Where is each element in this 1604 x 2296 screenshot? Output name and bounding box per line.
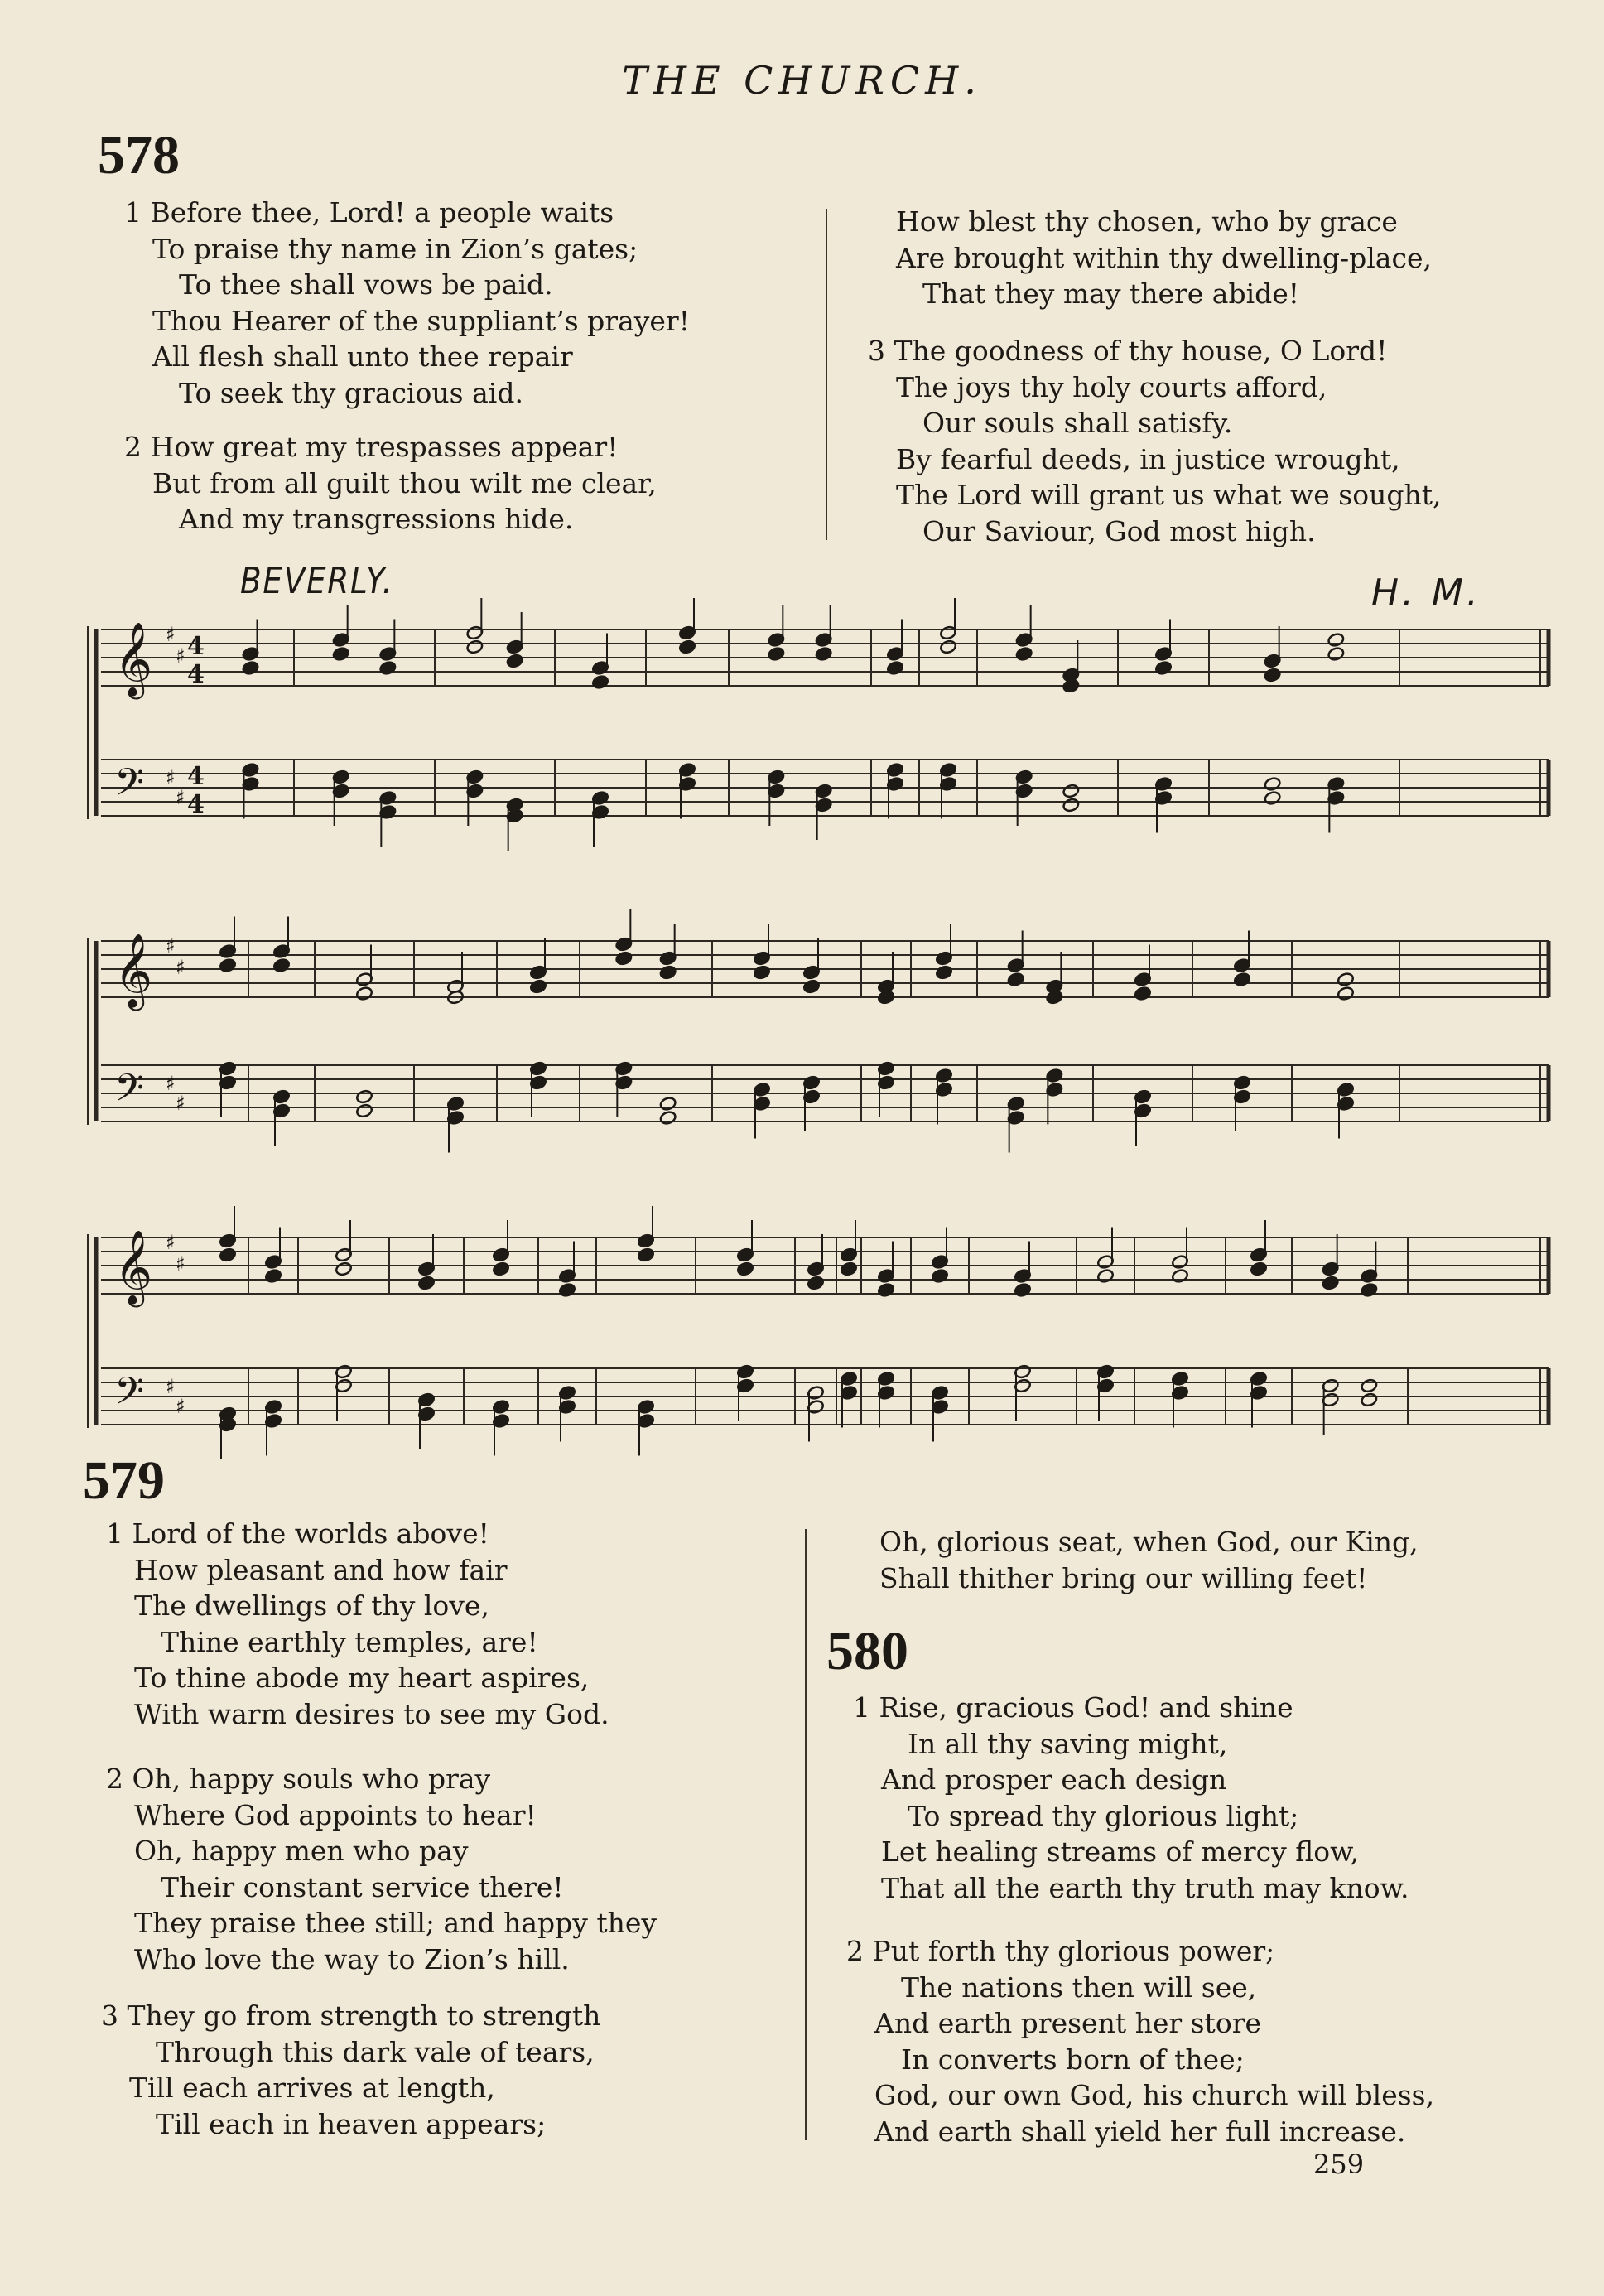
note-head xyxy=(1096,1268,1114,1283)
verse-line: Who love the way to Zion’s hill. xyxy=(134,1942,570,1975)
verse-line: 3 They go from strength to strength xyxy=(101,1999,601,2032)
note-head xyxy=(659,965,677,980)
note-head xyxy=(1264,668,1281,683)
note-head xyxy=(753,965,770,980)
verse-line: 2 Oh, happy souls who pray xyxy=(106,1763,491,1795)
verse-line: Where God appoints to hear! xyxy=(134,1798,537,1831)
note-head xyxy=(591,674,609,689)
page-number: 259 xyxy=(1313,2149,1365,2180)
note-head xyxy=(272,957,290,972)
hymn-579-stanza-3 xyxy=(101,1998,600,2142)
note-head xyxy=(355,1103,373,1118)
verse-line: Oh, glorious seat, when God, our King, xyxy=(879,1526,1419,1558)
note-head xyxy=(1327,646,1345,661)
note-head xyxy=(1322,1276,1339,1290)
note-head xyxy=(678,639,696,654)
verse-line: All flesh shall unto thee repair xyxy=(152,340,573,373)
note-head xyxy=(355,1089,373,1104)
verse-line: 1 Rise, gracious God! and shine xyxy=(853,1691,1293,1724)
staff-lines xyxy=(88,626,1549,1428)
verse-line: That all the earth thy truth may know. xyxy=(881,1871,1409,1904)
note-head xyxy=(466,639,484,654)
verse-line: The nations then will see, xyxy=(901,1970,1257,2004)
note-head xyxy=(1264,776,1281,791)
time-signature: 4 xyxy=(187,790,205,819)
note-head xyxy=(877,990,894,1005)
verse-line: To seek thy gracious aid. xyxy=(179,376,523,409)
bass-clef-icon: 𝄢 xyxy=(114,1066,145,1120)
note-head xyxy=(1264,790,1281,805)
verse-line: To thee shall vows be paid. xyxy=(179,268,553,301)
verse-line: That they may there abide! xyxy=(922,277,1300,310)
verse-line: 2 How great my trespasses appear! xyxy=(124,431,619,463)
note-head xyxy=(1046,990,1063,1005)
sharp-icon: ♯ xyxy=(166,1231,176,1254)
note-head xyxy=(335,1261,352,1276)
note-head xyxy=(931,1268,948,1283)
note-head xyxy=(355,986,373,1001)
verse-line: They praise thee still; and happy they xyxy=(134,1907,657,1939)
verse-line: Till each arrives at length, xyxy=(129,2072,495,2104)
bass-clef-icon: 𝄢 xyxy=(114,760,145,814)
verse-line: And earth shall yield her full increase. xyxy=(874,2115,1406,2148)
verse-line: 1 Lord of the worlds above! xyxy=(106,1517,489,1550)
music-notes xyxy=(219,598,1378,1459)
running-head: THE CHURCH. xyxy=(622,58,982,103)
verse-line: Shall thither bring our willing feet! xyxy=(879,1561,1368,1594)
note-head xyxy=(242,660,259,675)
hymn-580-stanza-1 xyxy=(853,1690,1409,1906)
sharp-icon: ♯ xyxy=(166,766,176,789)
note-head xyxy=(1250,1261,1267,1276)
sharp-icon: ♯ xyxy=(166,623,176,646)
sharp-icon: ♯ xyxy=(166,934,176,957)
verse-line: 3 The goodness of thy house, O Lord! xyxy=(868,335,1388,367)
note-head xyxy=(264,1268,282,1283)
note-head xyxy=(219,957,236,972)
column-divider xyxy=(805,1529,807,2140)
note-head xyxy=(1134,986,1151,1001)
sharp-icon: ♯ xyxy=(176,1395,185,1418)
treble-clef-icon: 𝄞 xyxy=(114,1230,153,1305)
verse-line: And earth present her store xyxy=(874,2007,1261,2039)
note-head xyxy=(659,1110,677,1125)
note-head xyxy=(1062,798,1080,813)
verse-line: To thine abode my heart aspires, xyxy=(134,1662,590,1694)
note-head xyxy=(807,1276,824,1290)
verse-line: The Lord will grant us what we sought, xyxy=(896,479,1442,511)
note-head xyxy=(1062,784,1080,798)
verse-line: And my transgressions hide. xyxy=(179,503,574,535)
verse-line: By fearful deeds, in justice wrought, xyxy=(896,442,1400,475)
note-head xyxy=(219,1247,236,1262)
note-head xyxy=(1337,986,1354,1001)
sharp-icon: ♯ xyxy=(176,1092,185,1115)
verse-line: With warm desires to see my God. xyxy=(134,1697,609,1730)
sharp-icon: ♯ xyxy=(176,644,185,668)
note-head xyxy=(332,646,349,661)
verse-line: Through this dark vale of tears, xyxy=(156,2035,595,2068)
sharp-icon: ♯ xyxy=(176,956,185,979)
note-head xyxy=(637,1247,654,1262)
time-signature: 4 xyxy=(187,762,205,791)
note-head xyxy=(1007,972,1024,986)
verse-line: Oh, happy men who pay xyxy=(134,1835,469,1867)
time-signature: 4 xyxy=(187,632,205,661)
verse-line: To praise thy name in Zion’s gates; xyxy=(152,232,638,265)
note-head xyxy=(840,1261,857,1276)
time-signature: 4 xyxy=(187,660,205,689)
verse-line: Their constant service there! xyxy=(161,1870,564,1903)
hymn-579-stanza-2 xyxy=(106,1761,657,1977)
note-head xyxy=(1233,972,1250,986)
note-head xyxy=(1361,1392,1378,1407)
verse-line: Our Saviour, God most high. xyxy=(922,514,1316,547)
verse-line: 2 Put forth thy glorious power; xyxy=(846,1935,1275,1967)
note-head xyxy=(939,639,956,654)
note-head xyxy=(529,979,547,994)
note-head xyxy=(877,1282,894,1297)
verse-line: And prosper each design xyxy=(881,1763,1227,1796)
note-head xyxy=(1361,1282,1378,1297)
verse-line: How pleasant and how fair xyxy=(134,1553,508,1586)
verse-line: Are brought within thy dwelling-place, xyxy=(896,241,1432,274)
note-head xyxy=(935,965,952,980)
verse-line: How blest thy chosen, who by grace xyxy=(896,205,1398,238)
note-head xyxy=(886,660,903,675)
note-head xyxy=(736,1261,754,1276)
hymn-number-580: 580 xyxy=(826,1621,908,1681)
note-head xyxy=(558,1282,576,1297)
note-head xyxy=(1062,678,1080,693)
sharp-icon: ♯ xyxy=(166,1072,176,1095)
note-head xyxy=(1015,646,1033,661)
hymn-number-578: 578 xyxy=(98,125,180,186)
verse-line: Thou Hearer of the suppliant’s prayer! xyxy=(152,304,690,337)
hymn-number-579: 579 xyxy=(83,1450,165,1511)
bass-clef-icon: 𝄢 xyxy=(114,1369,145,1423)
verse-line: Our souls shall satisfy. xyxy=(922,407,1233,439)
verse-line: To spread thy glorious light; xyxy=(908,1799,1299,1832)
sharp-icon: ♯ xyxy=(166,1375,176,1398)
verse-line: Let healing streams of mercy flow, xyxy=(881,1835,1360,1868)
tune-name: BEVERLY. xyxy=(240,560,394,602)
note-head xyxy=(506,654,523,668)
note-head xyxy=(815,646,832,661)
verse-line: Till each in heaven appears; xyxy=(156,2107,547,2140)
note-head xyxy=(492,1261,509,1276)
note-head xyxy=(1154,660,1172,675)
note-head xyxy=(417,1276,435,1290)
note-head xyxy=(1171,1268,1188,1283)
sharp-icon: ♯ xyxy=(176,786,185,809)
note-head xyxy=(1337,972,1354,986)
verse-line: The dwellings of thy love, xyxy=(134,1589,489,1622)
verse-line: 1 Before thee, Lord! a people waits xyxy=(124,196,614,229)
tune-meter: H. M. xyxy=(1371,572,1482,614)
note-head xyxy=(615,951,633,966)
note-head xyxy=(768,646,785,661)
hymn-579-stanza-1 xyxy=(106,1516,609,1732)
verse-line: But from all guilt thou wilt me clear, xyxy=(152,466,657,499)
clef-glyphs xyxy=(114,622,205,1423)
verse-line: In all thy saving might, xyxy=(908,1727,1228,1760)
verse-line: The joys thy holy courts afford, xyxy=(896,370,1327,403)
hymn-579-stanza-3-cont xyxy=(851,1524,1419,1596)
treble-clef-icon: 𝄞 xyxy=(114,933,153,1008)
sharp-icon: ♯ xyxy=(176,1252,185,1276)
hymn-580-stanza-2 xyxy=(846,1933,1434,2149)
note-head xyxy=(1327,632,1345,647)
verse-line: In converts born of thee; xyxy=(901,2043,1245,2076)
note-head xyxy=(379,660,397,675)
verse-line: God, our own God, his church will bless, xyxy=(874,2079,1435,2111)
note-head xyxy=(659,1096,677,1111)
verse-line: Thine earthly temples, are! xyxy=(161,1625,538,1658)
treble-clef-icon: 𝄞 xyxy=(114,622,153,697)
note-head xyxy=(802,979,820,994)
note-head xyxy=(1014,1282,1031,1297)
note-head xyxy=(1361,1378,1378,1393)
